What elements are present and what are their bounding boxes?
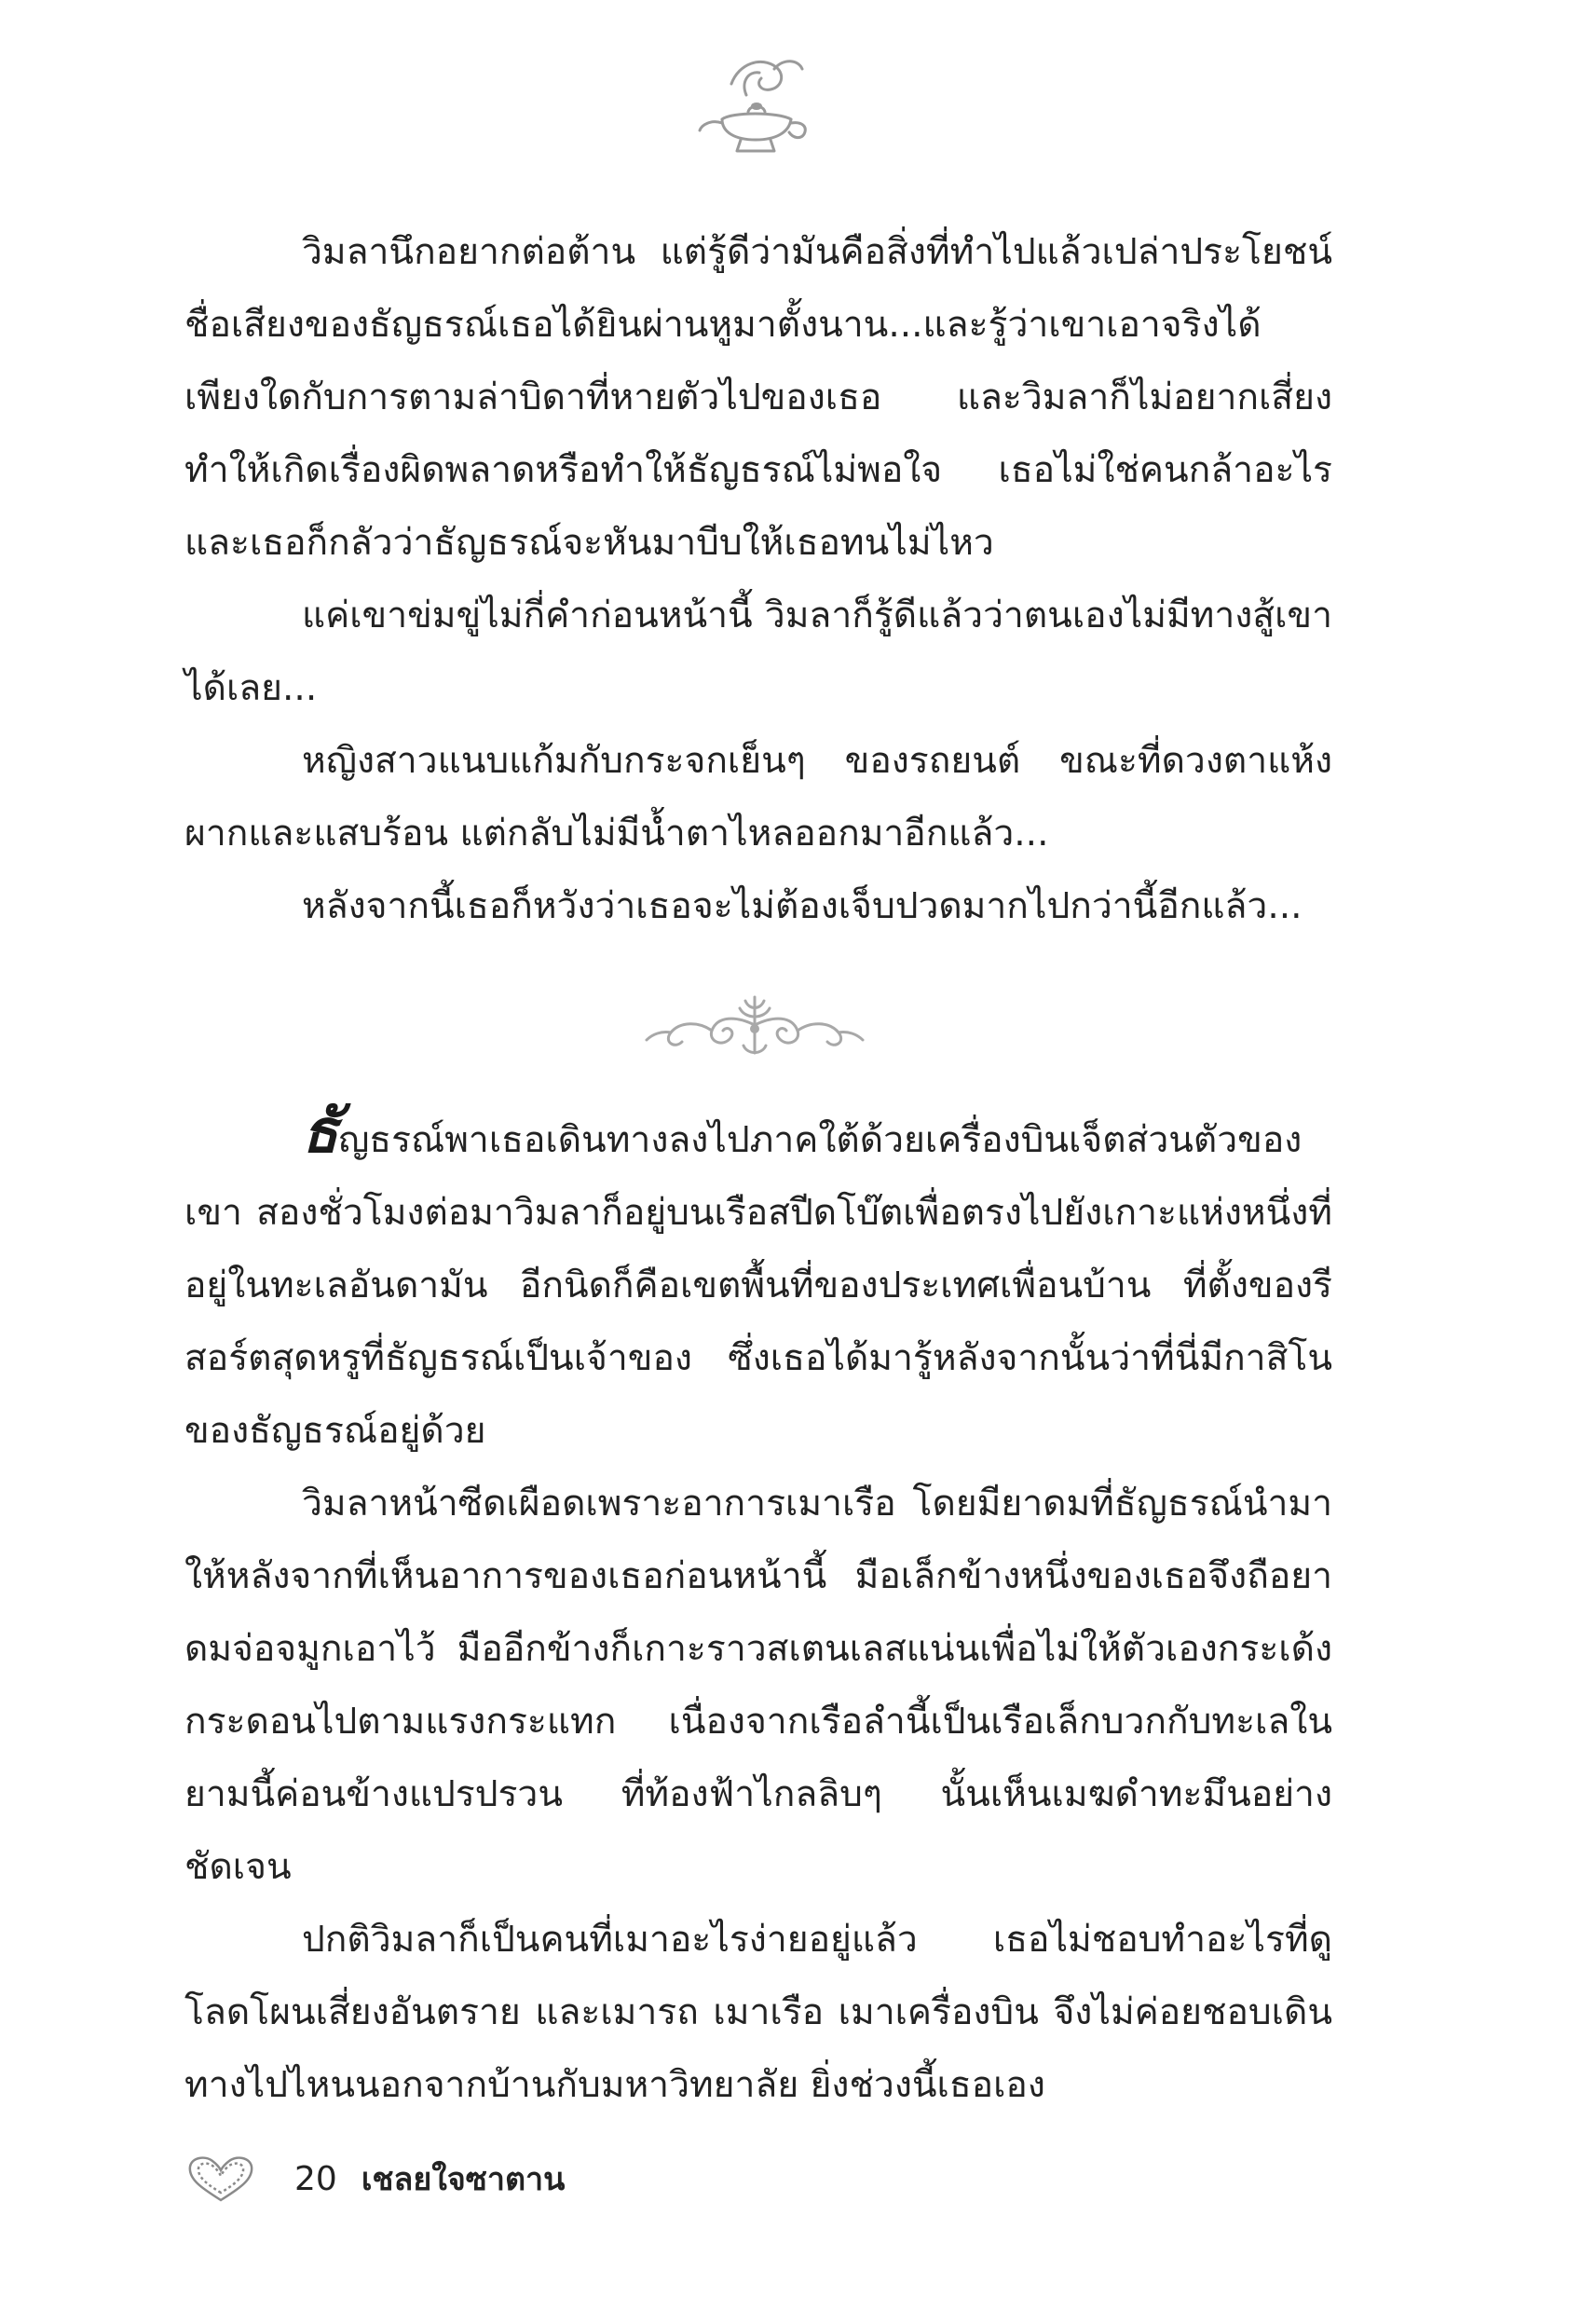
paragraph-7: ปกติวิมลาก็เป็นคนที่เมาอะไรง่ายอยู่แล้ว เธอไม่ชอบทำอะไรที่ดูโลดโผนเสี่ยงอันตราย และเมารถ เมาเรือ เมาเครื่องบิน จึงไม่ค่อยชอบเดินทางไปไหนนอกจากบ้านกับมหาวิทยาลัย ยิ่งช่วงนี้เธอเอง [184,1919,1332,2106]
floral-divider-icon [634,988,876,1072]
paragraph-6: วิมลาหน้าซีดเผือดเพราะอาการเมาเรือ โดยมียาดมที่ธัญธรณ์นำมาให้หลังจากที่เห็นอาการของเธอก่อนหน้านี้ มือเล็กข้างหนึ่งของเธอจึงถือยาดมจ่อจมูกเอาไว้ มืออีกข้างก็เกาะราวสเตนเลสแน่นเพื่อไม่ให้ตัวเองกระเด้งกระดอนไปตามแรงกระแทก เนื่องจากเรือลำนี้เป็นเรือเล็กบวกกับทะเลในยามนี้ค่อนข้างแปรปรวน ที่ท้องฟ้าไกลลิบๆ นั้นเห็นเมฆดำทะมึนอย่างชัดเจน [184,1483,1332,1888]
page-footer [184,2151,565,2207]
section-1 [184,216,1332,943]
paragraph-5 [184,1096,1332,1468]
section-2 [184,1096,1332,2122]
paragraph-4: หลังจากนี้เธอก็หวังว่าเธอจะไม่ต้องเจ็บปวดมากไปกว่านี้อีกแล้ว... [302,885,1303,927]
paragraph-3: หญิงสาวแนบแก้มกับกระจกเย็นๆ ของรถยนต์ ขณะที่ดวงตาแห้งผากและแสบร้อน แต่กลับไม่มีน้ำตาไหลออกมาอีกแล้ว... [184,740,1332,855]
drop-cap: ธั [302,1097,339,1167]
heart-wreath-icon [184,2154,257,2204]
paragraph-2: แค่เขาข่มขู่ไม่กี่คำก่อนหน้านี้ วิมลาก็รู้ดีแล้วว่าตนเองไม่มีทางสู้เขาได้เลย... [184,595,1332,709]
page-number: 20 [294,2159,337,2198]
paragraph-1: วิมลานึกอยากต่อต้าน แต่รู้ดีว่ามันคือสิ่งที่ทำไปแล้วเปล่าประโยชน์ ชื่อเสียงของธัญธรณ์เธอได้ยินผ่านหูมาตั้งนาน...และรู้ว่าเขาเอาจริงได้เพียงใดกับการตามล่าบิดาที่หายตัวไปของเธอ และวิมลาก็ไม่อยากเสี่ยงทำให้เกิดเรื่องผิดพลาดหรือทำให้ธัญธรณ์ไม่พอใจ เธอไม่ใช่คนกล้าอะไร และเธอก็กลัวว่าธัญธรณ์จะหันมาบีบให้เธอทนไม่ไหว [184,231,1332,564]
book-title: เชลยใจซาตาน [361,2161,566,2198]
genie-lamp-icon [694,47,815,168]
paragraph-5-text: ญธรณ์พาเธอเดินทางลงไปภาคใต้ด้วยเครื่องบินเจ็ตส่วนตัวของเขา สองชั่วโมงต่อมาวิมลาก็อยู่บนเรือสปีดโบ๊ตเพื่อตรงไปยังเกาะแห่งหนึ่งที่อยู่ในทะเลอันดามัน อีกนิดก็คือเขตพื้นที่ของประเทศเพื่อนบ้าน ที่ตั้งของรีสอร์ตสุดหรูที่ธัญธรณ์เป็นเจ้าของ ซึ่งเธอได้มารู้หลังจากนั้นว่าที่นี่มีกาสิโนของธัญธรณ์อยู่ด้วย [184,1119,1332,1452]
